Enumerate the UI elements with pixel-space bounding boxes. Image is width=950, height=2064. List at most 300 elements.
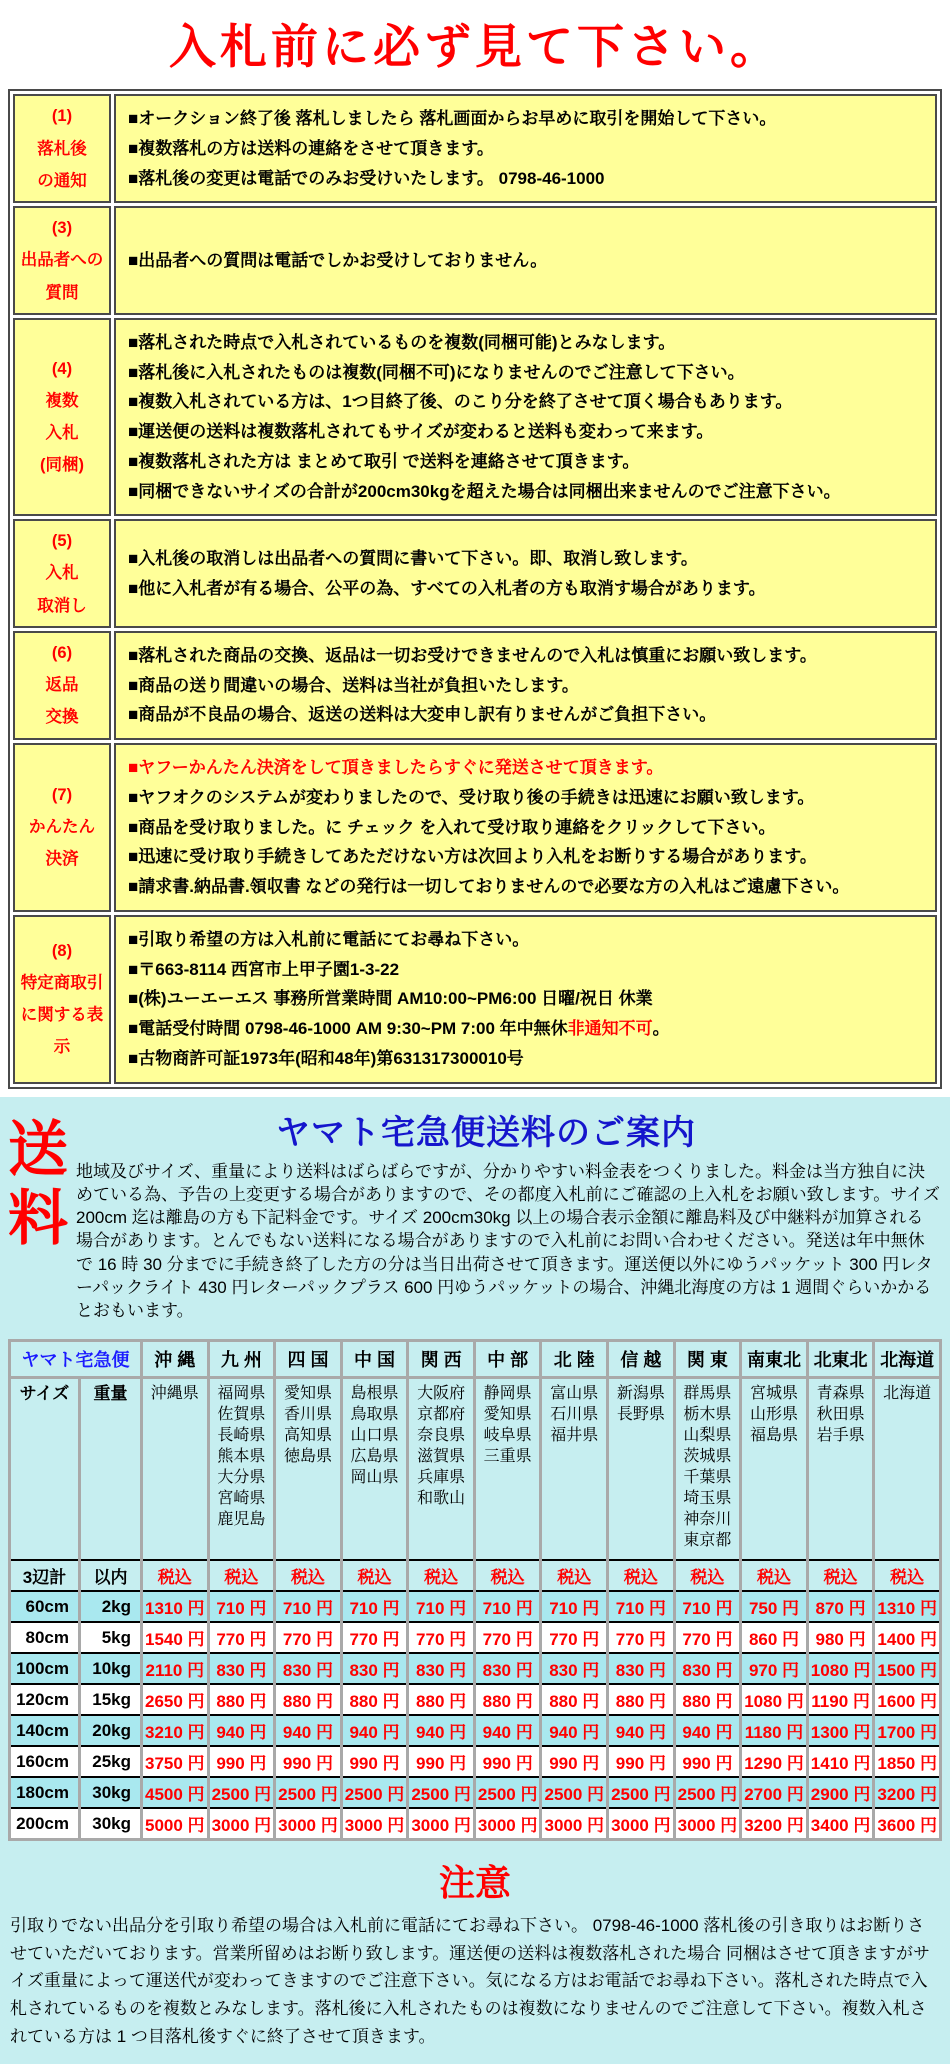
- fee-region-header: 中 国: [341, 1340, 408, 1377]
- prefecture-name: 香川県: [283, 1405, 332, 1423]
- fee-size-cell: 140cm: [10, 1715, 80, 1746]
- fee-data-row: [10, 1653, 941, 1684]
- fee-price-cell: 830 円: [608, 1653, 675, 1684]
- fee-price-cell: 3210 円: [142, 1715, 209, 1746]
- fee-price-cell: 830 円: [275, 1653, 342, 1684]
- fee-price-cell: 880 円: [275, 1684, 342, 1715]
- prefecture-name: 山梨県: [683, 1426, 732, 1444]
- fee-size-cell: 80cm: [10, 1622, 80, 1653]
- prefecture-name: 滋賀県: [417, 1447, 466, 1465]
- prefecture-name: 北海道: [883, 1384, 932, 1402]
- fee-data-row: [10, 1746, 941, 1777]
- notice-bullet-text: ■他に入札者が有る場合、公平の為、すべての入札者の方も取消す場合があります。: [128, 578, 766, 598]
- fee-region-header: 四 国: [275, 1340, 342, 1377]
- notice-bullet: [128, 104, 923, 134]
- notice-bullet: [128, 842, 923, 872]
- notice-bullet: [128, 813, 923, 843]
- fee-corner-header: ヤマト宅急便: [10, 1340, 142, 1377]
- notice-bullet: [128, 358, 923, 388]
- fee-price-cell: 2500 円: [541, 1777, 608, 1808]
- notice-bullet: [128, 1014, 923, 1044]
- fee-price-cell: 3000 円: [208, 1808, 275, 1840]
- fee-price-cell: 750 円: [741, 1591, 808, 1622]
- fee-price-cell: 870 円: [807, 1591, 874, 1622]
- fee-size-header: サイズ: [10, 1377, 80, 1560]
- fee-price-cell: 1850 円: [874, 1746, 941, 1777]
- prefecture-name: 岡山県: [350, 1468, 399, 1486]
- notice-bullet-text: ■ヤフオクのシステムが変わりましたので、受け取り後の手続きは迅速にお願い致します。: [128, 787, 815, 807]
- fee-region-prefectures: [541, 1377, 608, 1560]
- notice-row-label: [13, 743, 111, 912]
- fee-price-cell: 880 円: [674, 1684, 741, 1715]
- notice-row-label: [13, 519, 111, 628]
- notice-bullet-text: ■運送便の送料は複数落札されてもサイズが変わると送料も変わって来ます。: [128, 422, 714, 442]
- fee-price-cell: 2110 円: [142, 1653, 209, 1684]
- shipping-intro-text: 地域及びサイズ、重量により送料はばらばらですが、分かりやすい料金表をつくりました。料金は当方独自に決めている為、予告の上変更する場合がありますので、その都度入札前にご確認の上入札をお願い致します。サイズ 200cm 迄は離島の方も下記料金です。サイズ 200cm30kg 以上の場合表示金額に離島料及び中継料が加算される場合があります。とんでもない送料になる場合がありますので入札前にお問い合わせください。発送は年中無休で 16 時 30 分までに手続き終了した方の分は当日出荷させて頂きます。運送便以外にゆうパッケット 300 円レターパックライト 430 円レターパックプラス 600 円ゆうパッケットの場合、沖縄北海度の方は 1 週間ぐらいかかるとおもいます。: [76, 1161, 940, 1321]
- fee-price-cell: 3000 円: [341, 1808, 408, 1840]
- notice-row: [13, 318, 937, 517]
- fee-price-cell: 1290 円: [741, 1746, 808, 1777]
- notice-row: [13, 631, 937, 740]
- fee-price-cell: 3000 円: [541, 1808, 608, 1840]
- fee-region-header: 関 東: [674, 1340, 741, 1377]
- prefecture-name: 神奈川: [683, 1511, 732, 1529]
- notice-label-line: 質問: [45, 283, 79, 302]
- fee-data-row: [10, 1684, 941, 1715]
- fee-price-cell: 830 円: [208, 1653, 275, 1684]
- page-title: 入札前に必ず見て下さい。: [169, 20, 781, 73]
- fee-price-cell: 880 円: [208, 1684, 275, 1715]
- notice-bullet: [128, 387, 923, 417]
- notice-bullet: [128, 477, 923, 507]
- fee-tax-label: 税込: [674, 1560, 741, 1591]
- prefecture-name: 島根県: [350, 1384, 399, 1402]
- fee-tax-label: 税込: [874, 1560, 941, 1591]
- fee-price-cell: 1080 円: [807, 1653, 874, 1684]
- notice-label-line: 入札: [45, 564, 79, 583]
- notice-label-line: 決済: [45, 850, 79, 869]
- notice-label-line: 返品: [45, 676, 79, 695]
- prefecture-name: 熊本県: [217, 1447, 266, 1465]
- fee-region-header: 関 西: [408, 1340, 475, 1377]
- notice-label-line: 取消し: [37, 596, 87, 615]
- notice-row-label: [13, 94, 111, 203]
- fee-region-prefectures: [674, 1377, 741, 1560]
- notice-bullet: [128, 574, 923, 604]
- fee-price-cell: 860 円: [741, 1622, 808, 1653]
- notice-bullet: [128, 955, 923, 985]
- fee-price-cell: 1410 円: [807, 1746, 874, 1777]
- fee-weight-cell: 30kg: [80, 1808, 142, 1840]
- caution-body-text: 引取りでない出品分を引取り希望の場合は入札前に電話にてお尋ね下さい。 0798-46-1000 落札後の引き取りはお断りさせていただいております。営業所留めはお断り致します。運送便の送料は複数落札された場合 同梱はさせて頂きますがサイズ重量によって運送代が変わってきますのでご注意下さい。気になる方はお電話でお尋ね下さい。落札された時点で入札されているものを複数とみなします。落札後に入札されたものは複数になりませんのでご注意して下さい。複数入札されている方は 1 つ目落札後すぐに終了させて頂きます。: [10, 1916, 931, 2046]
- fee-price-cell: 2650 円: [142, 1684, 209, 1715]
- fee-price-cell: 770 円: [541, 1622, 608, 1653]
- notice-bullet: [128, 1044, 923, 1074]
- fee-data-row: [10, 1808, 941, 1840]
- notice-bullet: [128, 134, 923, 164]
- fee-data-row: [10, 1622, 941, 1653]
- fee-price-cell: 830 円: [408, 1653, 475, 1684]
- fee-price-cell: 1310 円: [142, 1591, 209, 1622]
- shipping-fee-table-body: [10, 1340, 941, 1840]
- notice-label-line: (6): [51, 644, 73, 663]
- fee-price-cell: 990 円: [341, 1746, 408, 1777]
- notice-bullet-text: ■落札後の変更は電話でのみお受けいたします。 0798-46-1000: [128, 168, 605, 188]
- fee-data-row: [10, 1715, 941, 1746]
- notice-bullet-text: ■出品者への質問は電話でしかお受けしておりません。: [128, 250, 548, 270]
- fee-price-cell: 990 円: [541, 1746, 608, 1777]
- notice-row-items: [114, 631, 937, 740]
- notice-bullet-text: ■引取り希望の方は入札前に電話にてお尋ね下さい。: [128, 929, 530, 949]
- fee-price-cell: 3000 円: [674, 1808, 741, 1840]
- notice-label-line: 複数: [45, 391, 79, 410]
- notice-bullet-text: ■入札後の取消しは出品者への質問に書いて下さい。即、取消し致します。: [128, 548, 698, 568]
- fee-price-cell: 1500 円: [874, 1653, 941, 1684]
- fee-price-cell: 2500 円: [275, 1777, 342, 1808]
- fee-weight-cell: 15kg: [80, 1684, 142, 1715]
- notice-bullet-text: ■落札された商品の交換、返品は一切お受けできませんので入札は慎重にお願い致します。: [128, 645, 817, 665]
- prefecture-name: 新潟県: [616, 1384, 665, 1402]
- notice-bullet: [128, 544, 923, 574]
- fee-price-cell: 3200 円: [741, 1808, 808, 1840]
- fee-data-row: [10, 1777, 941, 1808]
- prefecture-name: 静岡県: [483, 1384, 532, 1402]
- fee-price-cell: 2500 円: [208, 1777, 275, 1808]
- fee-price-cell: 770 円: [208, 1622, 275, 1653]
- notice-bullet-text: ■同梱できないサイズの合計が200cm30kgを超えた場合は同梱出来ませんのでご注意下さい。: [128, 481, 841, 501]
- fee-header-row: [10, 1340, 941, 1377]
- fee-price-cell: 710 円: [208, 1591, 275, 1622]
- notice-bullet: [128, 164, 923, 194]
- notice-row: [13, 743, 937, 912]
- notice-row-items: [114, 743, 937, 912]
- prefecture-name: 岩手県: [816, 1426, 865, 1444]
- notice-bullet: [128, 872, 923, 902]
- notice-bullet: [128, 671, 923, 701]
- fee-region-prefectures: [408, 1377, 475, 1560]
- fee-price-cell: 1700 円: [874, 1715, 941, 1746]
- fee-price-cell: 880 円: [408, 1684, 475, 1715]
- fee-weight-footer: 以内: [80, 1560, 142, 1591]
- fee-price-cell: 3600 円: [874, 1808, 941, 1840]
- fee-price-cell: 980 円: [807, 1622, 874, 1653]
- notice-row-items: [114, 915, 937, 1084]
- fee-price-cell: 2500 円: [608, 1777, 675, 1808]
- prefecture-name: 奈良県: [417, 1426, 466, 1444]
- fee-tax-label: 税込: [208, 1560, 275, 1591]
- fee-price-cell: 880 円: [541, 1684, 608, 1715]
- fee-region-header: 九 州: [208, 1340, 275, 1377]
- fee-size-cell: 100cm: [10, 1653, 80, 1684]
- fee-region-header: 北海道: [874, 1340, 941, 1377]
- fee-weight-cell: 5kg: [80, 1622, 142, 1653]
- notice-row-label: [13, 915, 111, 1084]
- fee-region-header: 北東北: [807, 1340, 874, 1377]
- notice-label-line: (8): [51, 941, 73, 960]
- fee-tax-row: [10, 1560, 941, 1591]
- prefecture-name: 群馬県: [683, 1384, 732, 1402]
- caution-title: 注意: [438, 1862, 511, 1904]
- shipping-fee-table: [8, 1339, 942, 1842]
- fee-region-prefectures: [608, 1377, 675, 1560]
- prefecture-name: 山口県: [350, 1426, 399, 1444]
- fee-size-cell: 60cm: [10, 1591, 80, 1622]
- fee-price-cell: 3000 円: [474, 1808, 541, 1840]
- notice-row: [13, 94, 937, 203]
- prefecture-name: 京都府: [417, 1405, 466, 1423]
- fee-price-cell: 1600 円: [874, 1684, 941, 1715]
- fee-size-cell: 120cm: [10, 1684, 80, 1715]
- notice-label-line: 示: [53, 1038, 71, 1057]
- notice-label-line: (同梱): [40, 456, 84, 475]
- notice-bullet: [128, 783, 923, 813]
- notice-bullet: [128, 447, 923, 477]
- notice-label-line: の通知: [37, 171, 87, 190]
- fee-region-prefectures: [275, 1377, 342, 1560]
- fee-size-cell: 200cm: [10, 1808, 80, 1840]
- fee-price-cell: 940 円: [541, 1715, 608, 1746]
- notice-row-label: [13, 318, 111, 517]
- prefecture-name: 宮城県: [749, 1384, 798, 1402]
- prefecture-name: 埼玉県: [683, 1490, 732, 1508]
- prefecture-name: 鳥取県: [350, 1405, 399, 1423]
- notice-bullet-text: ■請求書.納品書.領収書 などの発行は一切しておりませんので必要な方の入札はご遠慮下さい。: [128, 877, 850, 897]
- prefecture-name: 秋田県: [816, 1405, 865, 1423]
- notice-row-label: [13, 631, 111, 740]
- prefecture-name: 佐賀県: [217, 1405, 266, 1423]
- prefecture-name: 千葉県: [683, 1468, 732, 1486]
- fee-tax-label: 税込: [807, 1560, 874, 1591]
- notice-bullet-text: 。: [652, 1019, 670, 1039]
- prefecture-name: 愛知県: [483, 1405, 532, 1423]
- fee-price-cell: 990 円: [208, 1746, 275, 1777]
- fee-tax-label: 税込: [275, 1560, 342, 1591]
- fee-region-prefectures: [341, 1377, 408, 1560]
- notice-bullet-text: ■オークション終了後 落札しましたら 落札画面からお早めに取引を開始して下さい。: [128, 109, 777, 128]
- notice-bullet-text: ■商品を受け取りました。に チェック を入れて受け取り連絡をクリックして下さい。: [128, 817, 776, 837]
- notice-bullet-text: ■〒663-8114 西宮市上甲子園1-3-22: [128, 959, 400, 979]
- notice-bullet-text: ■(株)ユーエーエス 事務所営業時間 AM10:00~PM6:00 日曜/祝日 休業: [128, 989, 653, 1009]
- fee-price-cell: 2500 円: [408, 1777, 475, 1808]
- fee-price-cell: 710 円: [408, 1591, 475, 1622]
- prefecture-name: 石川県: [550, 1405, 599, 1423]
- fee-price-cell: 830 円: [541, 1653, 608, 1684]
- fee-region-prefectures: [874, 1377, 941, 1560]
- notice-label-line: (7): [51, 786, 73, 805]
- notice-bullet-text: ■商品の送り間違いの場合、送料は当社が負担いたします。: [128, 675, 579, 695]
- fee-price-cell: 770 円: [674, 1622, 741, 1653]
- fee-region-prefectures: [807, 1377, 874, 1560]
- fee-tax-label: 税込: [741, 1560, 808, 1591]
- fee-weight-cell: 10kg: [80, 1653, 142, 1684]
- notice-bullet-text: ■ヤフーかんたん決済をして頂きましたらすぐに発送させて頂きます。: [128, 758, 664, 778]
- fee-price-cell: 1300 円: [807, 1715, 874, 1746]
- notice-table-body: [13, 94, 937, 1084]
- fee-price-cell: 710 円: [608, 1591, 675, 1622]
- notice-bullet-text: ■落札後に入札されたものは複数(同梱不可)になりませんのでご注意して下さい。: [128, 362, 745, 382]
- fee-price-cell: 1400 円: [874, 1622, 941, 1653]
- fee-price-cell: 990 円: [474, 1746, 541, 1777]
- fee-price-cell: 880 円: [608, 1684, 675, 1715]
- fee-price-cell: 940 円: [275, 1715, 342, 1746]
- fee-tax-label: 税込: [142, 1560, 209, 1591]
- fee-price-cell: 1190 円: [807, 1684, 874, 1715]
- fee-price-cell: 2500 円: [474, 1777, 541, 1808]
- prefecture-name: 大分県: [217, 1468, 266, 1486]
- prefecture-name: 青森県: [816, 1384, 865, 1402]
- prefecture-name: 宮崎県: [217, 1490, 266, 1508]
- fee-region-header: 沖 縄: [142, 1340, 209, 1377]
- prefecture-name: 愛知県: [283, 1384, 332, 1402]
- shipping-title: ヤマト宅急便送料のご案内: [276, 1113, 696, 1152]
- fee-price-cell: 990 円: [275, 1746, 342, 1777]
- fee-region-header: 南東北: [741, 1340, 808, 1377]
- notice-row: [13, 519, 937, 628]
- fee-price-cell: 710 円: [341, 1591, 408, 1622]
- fee-price-cell: 880 円: [474, 1684, 541, 1715]
- notice-label-line: かんたん: [29, 818, 95, 837]
- fee-size-cell: 160cm: [10, 1746, 80, 1777]
- prefecture-name: 栃木県: [683, 1405, 732, 1423]
- fee-price-cell: 4500 円: [142, 1777, 209, 1808]
- fee-price-cell: 770 円: [608, 1622, 675, 1653]
- fee-region-header: 北 陸: [541, 1340, 608, 1377]
- fee-price-cell: 3400 円: [807, 1808, 874, 1840]
- fee-price-cell: 2500 円: [674, 1777, 741, 1808]
- prefecture-name: 高知県: [283, 1426, 332, 1444]
- notice-bullet-text: ■複数落札の方は送料の連絡をさせて頂きます。: [128, 138, 494, 158]
- notice-table: [8, 89, 942, 1089]
- fee-weight-cell: 2kg: [80, 1591, 142, 1622]
- shipping-section: [0, 1097, 950, 2064]
- notice-bullet: [128, 700, 923, 730]
- fee-price-cell: 830 円: [674, 1653, 741, 1684]
- fee-price-cell: 940 円: [408, 1715, 475, 1746]
- prefecture-name: 岐阜県: [483, 1426, 532, 1444]
- prefecture-name: 山形県: [749, 1405, 798, 1423]
- fee-price-cell: 770 円: [341, 1622, 408, 1653]
- prefecture-name: 和歌山: [417, 1490, 466, 1508]
- notice-bullet-text: ■複数落札された方は まとめて取引 で送料を連絡させて頂きます。: [128, 451, 640, 471]
- fee-price-cell: 3000 円: [608, 1808, 675, 1840]
- fee-region-prefectures: [474, 1377, 541, 1560]
- fee-prefecture-row: [10, 1377, 941, 1560]
- notice-bullet: [128, 246, 923, 276]
- fee-tax-label: 税込: [408, 1560, 475, 1591]
- fee-price-cell: 710 円: [474, 1591, 541, 1622]
- fee-price-cell: 990 円: [608, 1746, 675, 1777]
- notice-row-label: [13, 206, 111, 315]
- fee-data-row: [10, 1591, 941, 1622]
- prefecture-name: 沖縄県: [150, 1384, 199, 1402]
- fee-price-cell: 940 円: [674, 1715, 741, 1746]
- fee-price-cell: 940 円: [474, 1715, 541, 1746]
- fee-price-cell: 770 円: [474, 1622, 541, 1653]
- notice-row-items: [114, 206, 937, 315]
- notice-label-line: 出品者への: [20, 251, 104, 270]
- fee-price-cell: 990 円: [674, 1746, 741, 1777]
- fee-weight-header: 重量: [80, 1377, 142, 1560]
- fee-price-cell: 1540 円: [142, 1622, 209, 1653]
- notice-label-line: (4): [51, 359, 73, 378]
- fee-tax-label: 税込: [541, 1560, 608, 1591]
- notice-bullet: [128, 753, 923, 783]
- notice-bullet-text: ■電話受付時間 0798-46-1000 AM 9:30~PM 7:00 年中無休: [128, 1019, 568, 1039]
- shipping-main: [72, 1103, 950, 1333]
- prefecture-name: 東京都: [683, 1532, 732, 1550]
- notice-label-line: 特定商取引: [20, 973, 104, 992]
- fee-price-cell: 940 円: [341, 1715, 408, 1746]
- prefecture-name: 茨城県: [683, 1447, 732, 1465]
- fee-region-prefectures: [741, 1377, 808, 1560]
- prefecture-name: 長野県: [616, 1405, 665, 1423]
- fee-price-cell: 710 円: [541, 1591, 608, 1622]
- fee-price-cell: 1080 円: [741, 1684, 808, 1715]
- prefecture-name: 鹿児島: [217, 1511, 266, 1529]
- notice-bullet-text: ■迅速に受け取り手続きしてあただけない方は次回より入札をお断りする場合があります。: [128, 847, 817, 867]
- prefecture-name: 三重県: [483, 1447, 532, 1465]
- fee-price-cell: 2500 円: [341, 1777, 408, 1808]
- notice-label-line: 入札: [45, 424, 79, 443]
- notice-bullet: [128, 984, 923, 1014]
- fee-region-header: 中 部: [474, 1340, 541, 1377]
- prefecture-name: 兵庫県: [417, 1468, 466, 1486]
- notice-bullet: [128, 417, 923, 447]
- fee-price-cell: 770 円: [408, 1622, 475, 1653]
- fee-weight-cell: 20kg: [80, 1715, 142, 1746]
- notice-bullet-text: ■複数入札されている方は、1つ目終了後、のこり分を終了させて頂く場合もあります。: [128, 392, 793, 412]
- fee-region-header: 信 越: [608, 1340, 675, 1377]
- notice-bullet: [128, 328, 923, 358]
- fee-tax-label: 税込: [608, 1560, 675, 1591]
- fee-price-cell: 2900 円: [807, 1777, 874, 1808]
- notice-label-line: 交換: [45, 708, 79, 727]
- notice-bullet-text: ■商品が不良品の場合、返送の送料は大変申し訳有りませんがご負担下さい。: [128, 705, 717, 725]
- prefecture-name: 徳島県: [283, 1447, 332, 1465]
- fee-size-cell: 180cm: [10, 1777, 80, 1808]
- notice-bullet-text: 非通知不可: [567, 1019, 653, 1039]
- notice-row: [13, 915, 937, 1084]
- prefecture-name: 富山県: [550, 1384, 599, 1402]
- fee-size-footer: 3辺計: [10, 1560, 80, 1591]
- notice-label-line: (1): [51, 107, 73, 126]
- notice-bullet-text: ■古物商許可証1973年(昭和48年)第631317300010号: [128, 1048, 524, 1068]
- prefecture-name: 福岡県: [217, 1384, 266, 1402]
- fee-tax-label: 税込: [474, 1560, 541, 1591]
- shipping-vertical-label: 送料: [8, 1115, 68, 1252]
- fee-price-cell: 1310 円: [874, 1591, 941, 1622]
- prefecture-name: 広島県: [350, 1447, 399, 1465]
- fee-price-cell: 940 円: [208, 1715, 275, 1746]
- fee-price-cell: 880 円: [341, 1684, 408, 1715]
- notice-bullet: [128, 641, 923, 671]
- fee-price-cell: 3200 円: [874, 1777, 941, 1808]
- fee-weight-cell: 25kg: [80, 1746, 142, 1777]
- notice-label-line: に関する表: [20, 1006, 104, 1025]
- prefecture-name: 福井県: [550, 1426, 599, 1444]
- notice-row: [13, 206, 937, 315]
- shipping-header: [0, 1103, 950, 1333]
- notice-label-line: (5): [51, 532, 73, 551]
- fee-price-cell: 830 円: [474, 1653, 541, 1684]
- fee-price-cell: 3000 円: [408, 1808, 475, 1840]
- fee-price-cell: 940 円: [608, 1715, 675, 1746]
- notice-bullet-text: ■落札された時点で入札されているものを複数(同梱可能)とみなします。: [128, 332, 676, 352]
- fee-price-cell: 2700 円: [741, 1777, 808, 1808]
- fee-weight-cell: 30kg: [80, 1777, 142, 1808]
- fee-price-cell: 770 円: [275, 1622, 342, 1653]
- notice-bullet: [128, 925, 923, 955]
